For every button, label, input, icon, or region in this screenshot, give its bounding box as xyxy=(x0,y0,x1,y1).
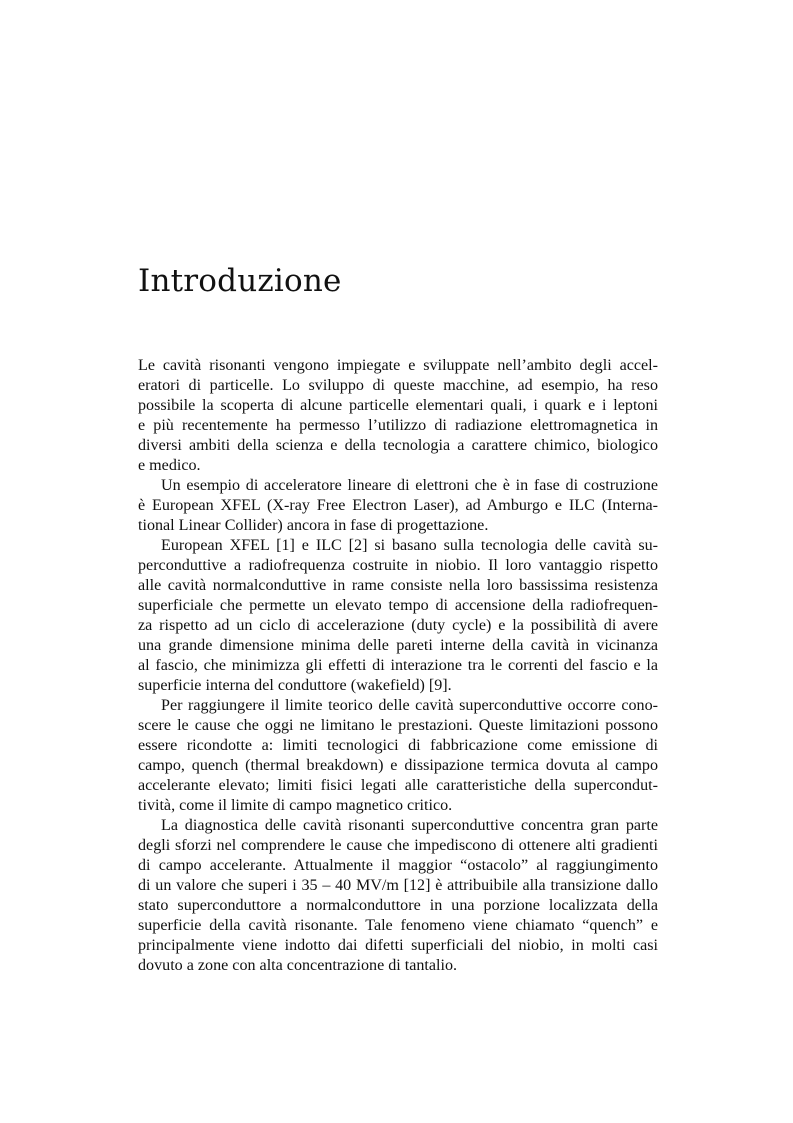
text-line: dovuto a zone con alta concentrazione di tantalio. xyxy=(138,957,458,974)
text-line: Le cavità risonanti vengono impiegate e sviluppate nell’ambito degli accel- xyxy=(138,357,658,374)
chapter-body xyxy=(138,356,658,976)
text-line: tional Linear Collider) ancora in fase di progettazione. xyxy=(138,517,489,534)
text-line: superficie interna del conduttore (wakefield) [9]. xyxy=(138,677,452,694)
text-line: tività, come il limite di campo magnetico critico. xyxy=(138,797,453,814)
text-line: e più recentemente ha permesso l’utilizzo di radiazione elettromagnetica in xyxy=(138,417,658,434)
text-line: scere le cause che oggi ne limitano le prestazioni. Queste limitazioni possono xyxy=(138,717,658,734)
text-line: La diagnostica delle cavità risonanti superconduttive concentra gran parte xyxy=(161,817,658,834)
paragraph-3 xyxy=(138,536,658,696)
paragraph-1 xyxy=(138,356,658,476)
chapter-heading: Introduzione xyxy=(138,263,342,299)
text-line: al fascio, che minimizza gli effetti di interazione tra le correnti del fascio e la xyxy=(138,657,658,674)
text-line: eratori di particelle. Lo sviluppo di queste macchine, ad esempio, ha reso xyxy=(138,377,658,394)
text-line: Un esempio di acceleratore lineare di elettroni che è in fase di costruzione xyxy=(161,477,658,494)
text-line: accelerante elevato; limiti fisici legati alle caratteristiche della supercondut- xyxy=(138,777,658,794)
paragraph-5 xyxy=(138,816,658,976)
text-line: essere ricondotte a: limiti tecnologici di fabbricazione come emissione di xyxy=(138,737,658,754)
text-line: European XFEL [1] e ILC [2] si basano sulla tecnologia delle cavità su- xyxy=(161,537,658,554)
text-line: principalmente viene indotto dai difetti superficiali del niobio, in molti casi xyxy=(138,937,658,954)
text-line: stato superconduttore a normalconduttore in una porzione localizzata della xyxy=(138,897,658,914)
text-line: una grande dimensione minima delle pareti interne della cavità in vicinanza xyxy=(138,637,658,654)
text-line: di campo accelerante. Attualmente il maggior “ostacolo” al raggiungimento xyxy=(138,857,658,874)
text-line: superficie della cavità risonante. Tale fenomeno viene chiamato “quench” e xyxy=(138,917,658,934)
text-line: perconduttive a radiofrequenza costruite in niobio. Il loro vantaggio rispetto xyxy=(138,557,658,574)
text-line: diversi ambiti della scienza e della tecnologia a carattere chimico, biologico xyxy=(138,437,658,454)
text-line: e medico. xyxy=(138,457,201,474)
paragraph-4 xyxy=(138,696,658,816)
text-line: superficiale che permette un elevato tempo di accensione della radiofrequen- xyxy=(138,597,658,614)
text-line: possibile la scoperta di alcune particelle elementari quali, i quark e i leptoni xyxy=(138,397,658,414)
text-line: alle cavità normalconduttive in rame consiste nella loro bassissima resistenza xyxy=(138,577,658,594)
text-line: di un valore che superi i 35 – 40 MV/m [12] è attribuibile alla transizione dallo xyxy=(138,877,658,894)
text-line: degli sforzi nel comprendere le cause che impediscono di ottenere alti gradienti xyxy=(138,837,658,854)
text-line: campo, quench (thermal breakdown) e dissipazione termica dovuta al campo xyxy=(138,757,658,774)
paragraph-2 xyxy=(138,476,658,536)
text-line: za rispetto ad un ciclo di accelerazione (duty cycle) e la possibilità di avere xyxy=(138,617,658,634)
text-line: è European XFEL (X-ray Free Electron Laser), ad Amburgo e ILC (Interna- xyxy=(138,497,658,514)
text-line: Per raggiungere il limite teorico delle cavità superconduttive occorre cono- xyxy=(161,697,658,714)
